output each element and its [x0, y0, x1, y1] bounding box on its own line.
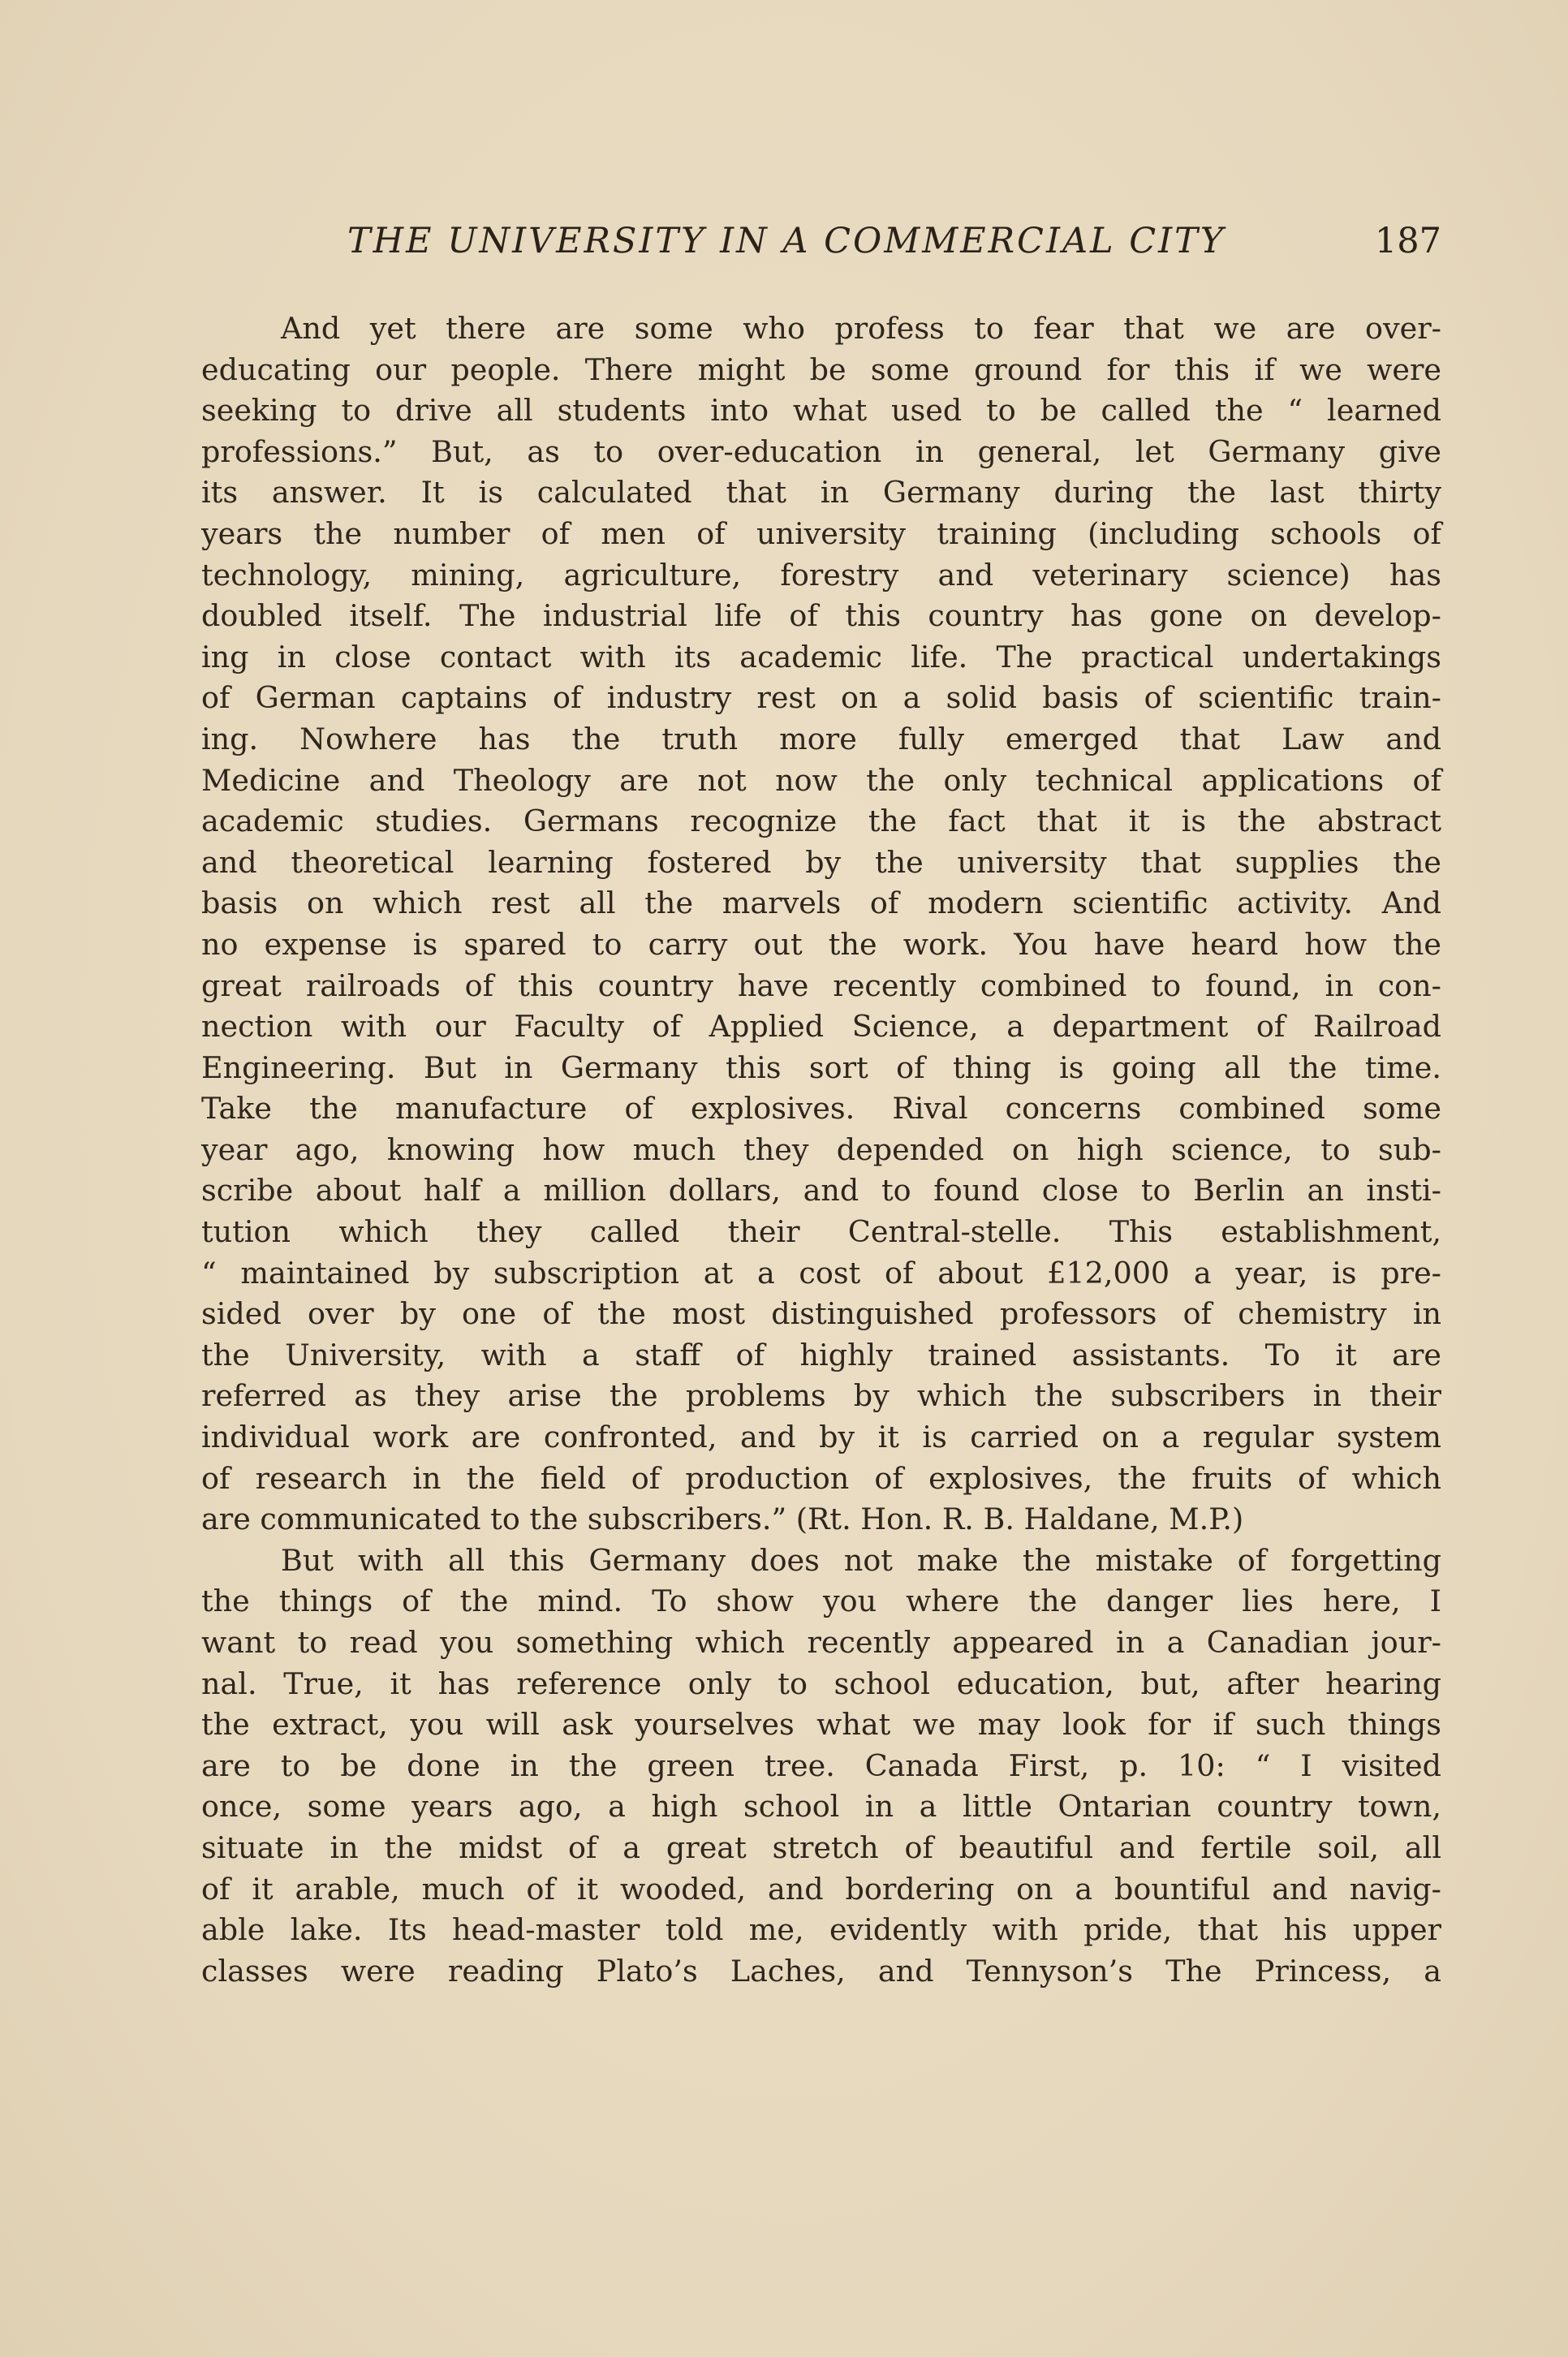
text-line: the things of the mind. To show you where the danger lies here, I: [201, 1584, 1441, 1619]
text-line: Medicine and Theology are not now the only technical applications of: [201, 762, 1441, 798]
text-line: classes were reading Plato’s Laches, and Tennyson’s The Princess, a: [201, 1953, 1441, 1989]
text-line: seeking to drive all students into what used to be called the “ learned: [201, 393, 1441, 429]
body-text: [201, 308, 1441, 1992]
text-line: individual work are confronted, and by it is carried on a regular system: [201, 1420, 1441, 1455]
text-line: But with all this Germany does not make the mistake of forgetting: [281, 1542, 1441, 1578]
text-line: of it arable, much of it wooded, and bordering on a bountiful and navig-: [201, 1871, 1441, 1907]
text-line: referred as they arise the problems by which the subscribers in their: [201, 1378, 1441, 1414]
page-number: 187: [1374, 221, 1441, 261]
text-line: nal. True, it has reference only to school education, but, after hearing: [201, 1665, 1441, 1701]
text-line: Take the manufacture of explosives. Rival concerns combined some: [201, 1091, 1441, 1127]
text-line: educating our people. There might be some ground for this if we were: [201, 351, 1441, 387]
text-line: And yet there are some who profess to fear that we are over-: [281, 311, 1441, 346]
text-line: of German captains of industry rest on a solid basis of scientific train-: [201, 680, 1441, 716]
text-line: academic studies. Germans recognize the fact that it is the abstract: [201, 804, 1441, 839]
text-line: basis on which rest all the marvels of modern scientific activity. And: [201, 885, 1441, 921]
text-line: years the number of men of university training (including schools of: [201, 515, 1441, 551]
text-line: situate in the midst of a great stretch of beautiful and fertile soil, all: [201, 1829, 1441, 1865]
text-line: are communicated to the subscribers.” (Rt. Hon. R. B. Haldane, M.P.): [201, 1502, 1244, 1537]
text-line: of research in the field of production of explosives, the fruits of which: [201, 1460, 1441, 1496]
text-line: are to be done in the green tree. Canada First, p. 10: “ I visited: [201, 1747, 1441, 1783]
text-line: once, some years ago, a high school in a little Ontarian country town,: [201, 1789, 1441, 1825]
text-line: scribe about half a million dollars, and to found close to Berlin an insti-: [201, 1173, 1441, 1209]
text-line: tution which they called their Central-stelle. This establishment,: [201, 1214, 1441, 1250]
text-line: want to read you something which recently appeared in a Canadian jour-: [201, 1625, 1441, 1660]
text-line: nection with our Faculty of Applied Science, a department of Railroad: [201, 1009, 1441, 1045]
running-head: [201, 221, 1441, 278]
text-line: ing in close contact with its academic life. The practical undertakings: [201, 639, 1441, 674]
text-line: ing. Nowhere has the truth more fully emerged that Law and: [201, 721, 1441, 756]
text-line: Engineering. But in Germany this sort of thing is going all the time.: [201, 1049, 1441, 1085]
text-line: sided over by one of the most distinguished professors of chemistry in: [201, 1296, 1441, 1332]
text-line: great railroads of this country have recently combined to found, in con-: [201, 967, 1441, 1003]
text-line: no expense is spared to carry out the work. You have heard how the: [201, 926, 1441, 962]
text-line: the University, with a staff of highly trained assistants. To it are: [201, 1337, 1441, 1372]
text-line: technology, mining, agriculture, forestry and veterinary science) has: [201, 557, 1441, 592]
text-line: professions.” But, as to over-education in general, let Germany give: [201, 433, 1441, 469]
text-line: year ago, knowing how much they depended on high science, to sub-: [201, 1131, 1441, 1167]
text-line: doubled itself. The industrial life of this country has gone on develop-: [201, 598, 1441, 634]
text-line: its answer. It is calculated that in Germany during the last thirty: [201, 475, 1441, 511]
text-line: the extract, you will ask yourselves what we may look for if such things: [201, 1707, 1441, 1743]
running-title: THE UNIVERSITY IN A COMMERCIAL CITY: [347, 221, 1226, 261]
text-line: and theoretical learning fostered by the university that supplies the: [201, 844, 1441, 880]
text-line: able lake. Its head-master told me, evidently with pride, that his upper: [201, 1912, 1441, 1948]
text-line: “ maintained by subscription at a cost of about £12,000 a year, is pre-: [201, 1255, 1441, 1291]
